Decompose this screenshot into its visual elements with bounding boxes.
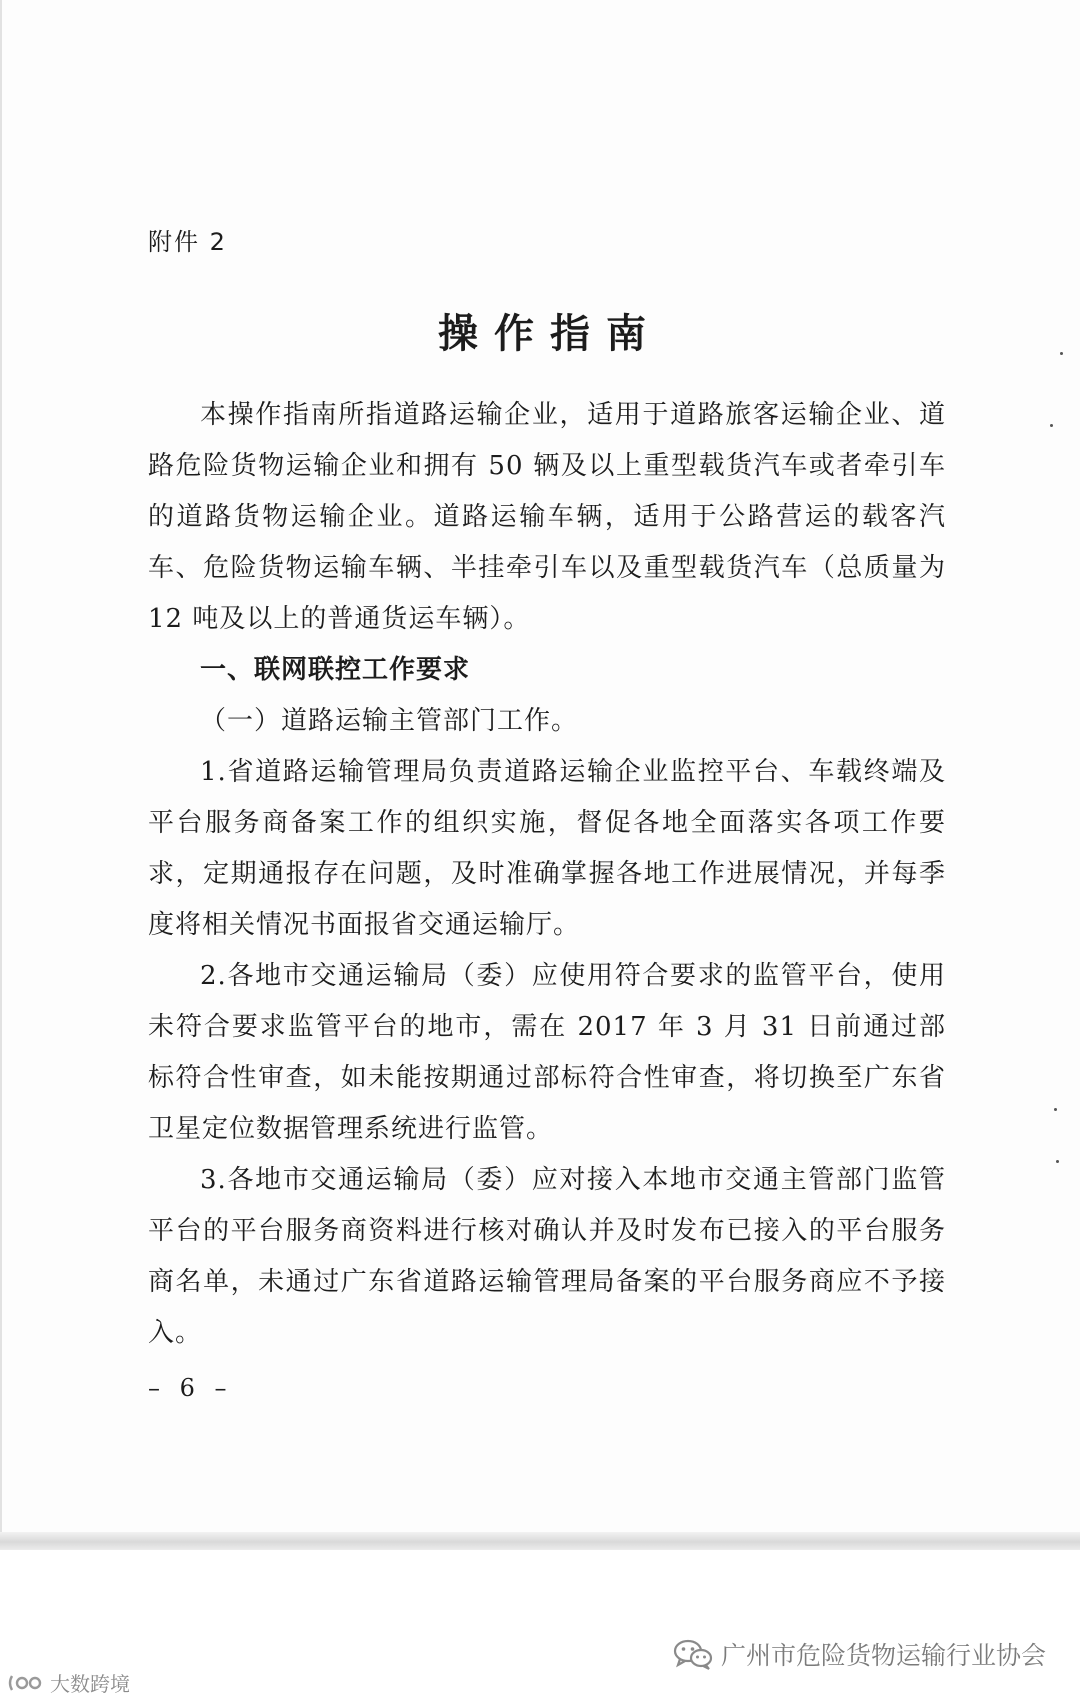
watermark-right <box>673 1636 1046 1672</box>
subsection-heading: （一）道路运输主管部门工作。 <box>200 706 579 736</box>
scan-speck <box>1054 1108 1057 1111</box>
document-body <box>148 390 946 1359</box>
scan-speck <box>1060 352 1063 355</box>
paragraph-item-1: 1.省道路运输管理局负责道路运输企业监控平台、车载终端及平台服务商备案工作的组织实施，督促各地全面落实各项工作要求，定期通报存在问题，及时准确掌握各地工作进展情况，并每季度将相关情况书面报省交通运输厅。 <box>148 757 946 940</box>
page-number: – 6 – <box>148 1374 233 1402</box>
paragraph-item-3: 3.各地市交通运输局（委）应对接入本地市交通主管部门监管平台的平台服务商资料进行核对确认并及时发布已接入的平台服务商名单，未通过广东省道路运输管理局备案的平台服务商应不予接入。 <box>148 1165 946 1348</box>
page-edge-shadow <box>0 1532 1080 1550</box>
watermark-left <box>6 1668 130 1697</box>
watermark-right-text: 广州市危险货物运输行业协会 <box>720 1641 1046 1670</box>
section-heading: 一、联网联控工作要求 <box>200 655 471 685</box>
watermark-left-text: 大数跨境 <box>50 1672 130 1696</box>
scan-speck <box>1050 424 1053 427</box>
page-title: 操作指南 <box>438 311 662 357</box>
attachment-label: 附件 2 <box>148 228 227 256</box>
logo-icon <box>6 1672 46 1694</box>
paragraph-intro: 本操作指南所指道路运输企业，适用于道路旅客运输企业、道路危险货物运输企业和拥有 50 辆及以上重型载货汽车或者牵引车的道路货物运输企业。道路运输车辆，适用于公路营运的载客汽车、危险货物运输车辆、半挂牵引车以及重型载货汽车（总质量为 12 吨及以上的普通货运车辆）。 <box>148 400 946 634</box>
wechat-icon <box>673 1638 713 1670</box>
scan-speck <box>1056 1160 1059 1163</box>
paragraph-item-2: 2.各地市交通运输局（委）应使用符合要求的监管平台，使用未符合要求监管平台的地市，需在 2017 年 3 月 31 日前通过部标符合性审查，如未能按期通过部标符合性审查，将切换至广东省卫星定位数据管理系统进行监管。 <box>148 961 946 1144</box>
